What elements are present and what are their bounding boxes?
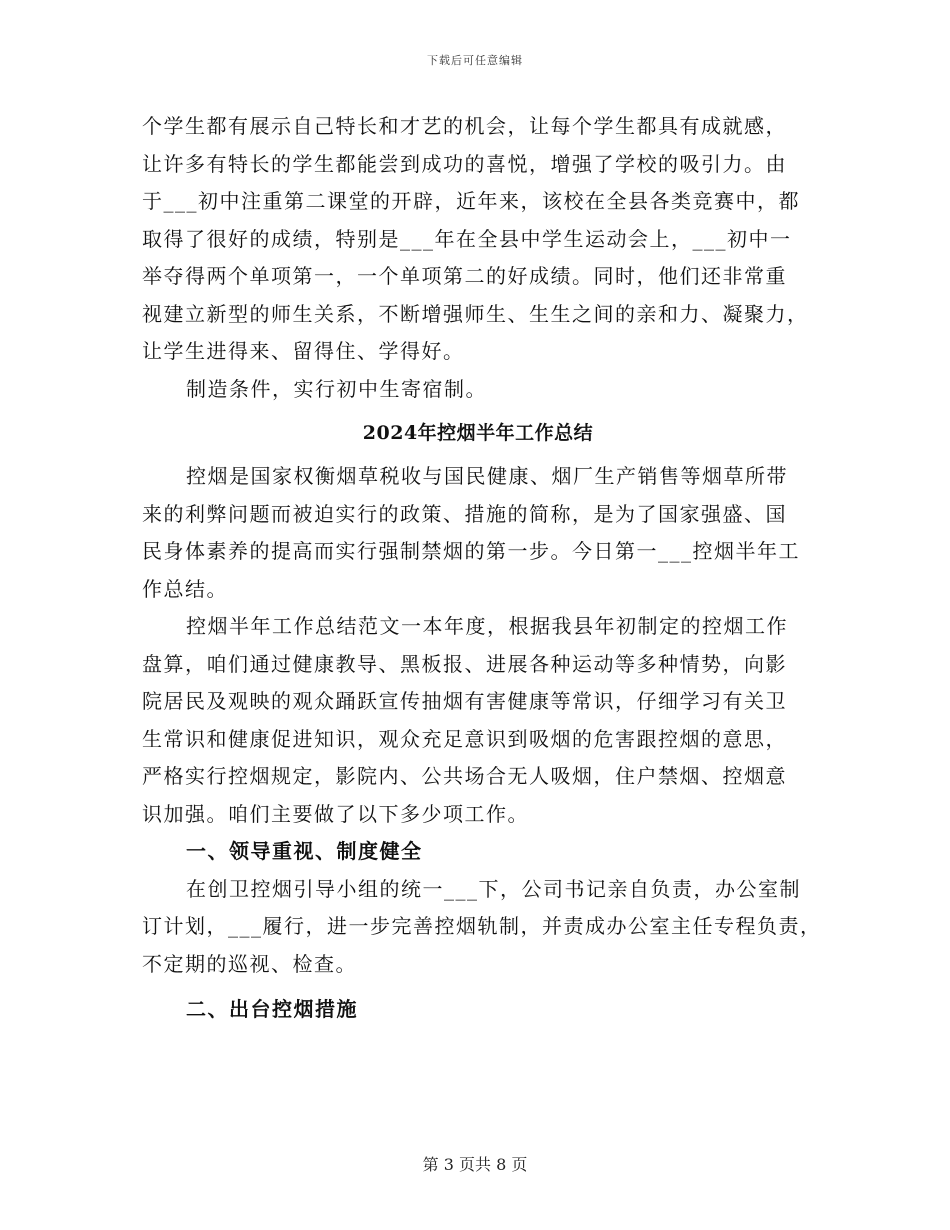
article-title: 2024年控烟半年工作总结 [362, 422, 594, 444]
text-line: 个学生都有展示自己特长和才艺的机会，让每个学生都具有成就感， [142, 114, 787, 138]
text-line: 控烟半年工作总结范文一本年度，根据我县年初制定的控烟工作 [186, 614, 788, 638]
text-line: 院居民及观映的观众踊跃宣传抽烟有害健康等常识，仔细学习有关卫 [142, 689, 787, 713]
text-line: 识加强。咱们主要做了以下多少项工作。 [142, 801, 529, 826]
text-line: 在创卫控烟引导小组的统一___下，公司书记亲自负责，办公室制 [186, 876, 801, 901]
text-line: 作总结。 [142, 576, 228, 601]
text-line: 制造条件，实行初中生寄宿制。 [186, 376, 487, 401]
text-line: 订计划，___履行，进一步完善控烟轨制，并责成办公室主任专程负责， [142, 914, 822, 938]
section-heading: 二、出台控烟措施 [186, 997, 358, 1021]
text-line: 视建立新型的师生关系，不断增强师生、生生之间的亲和力、凝聚力， [142, 301, 809, 326]
document-body [142, 108, 822, 1029]
text-line: 民身体素养的提高而实行强制禁烟的第一步。今日第一___控烟半年工 [142, 539, 800, 563]
text-line: 举夺得两个单项第一，一个单项第二的好成绩。同时，他们还非常重 [142, 264, 787, 288]
text-line: 于___初中注重第二课堂的开辟，近年来，该校在全县各类竞赛中，都 [142, 189, 800, 213]
page-footer: 第 3 页共 8 页 [422, 1155, 528, 1174]
text-line: 来的利弊问题而被迫实行的政策、措施的简称，是为了国家强盛、国 [142, 501, 787, 526]
page-header-note: 下载后可任意编辑 [427, 54, 523, 67]
text-line: 生常识和健康促进知识，观众充足意识到吸烟的危害跟控烟的意思， [142, 726, 787, 751]
text-line: 控烟是国家权衡烟草税收与国民健康、烟厂生产销售等烟草所带 [186, 464, 788, 488]
text-line: 让许多有特长的学生都能尝到成功的喜悦，增强了学校的吸引力。由 [142, 151, 787, 176]
text-line: 让学生进得来、留得住、学得好。 [142, 339, 465, 363]
text-line: 不定期的巡视、检查。 [142, 951, 357, 976]
section-heading: 一、领导重视、制度健全 [186, 839, 423, 863]
text-line: 取得了很好的成绩，特别是___年在全县中学生运动会上，___初中一 [142, 226, 792, 251]
text-line: 严格实行控烟规定，影院内、公共场合无人吸烟，住户禁烟、控烟意 [142, 764, 787, 788]
text-line: 盘算，咱们通过健康教导、黑板报、进展各种运动等多种情势，向影 [142, 651, 787, 676]
